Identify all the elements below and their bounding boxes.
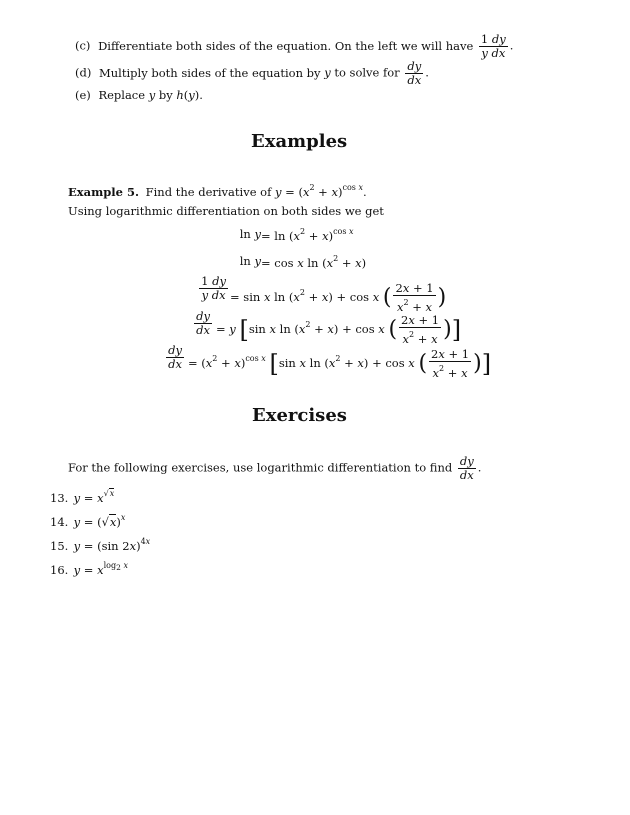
exercises-intro-text: For the following exercises, use logarithmic differentiation to find — [68, 460, 453, 475]
equation-block: ln y = $\ln (x^2 + x)^{cos x}$ ln y = cos x $\ln (x^2 + x)$ $\frac{1 dy}{\text{y dx}}$ = sin x $\ln (x^2 + x) + \cos x$ ( $\frac{2x + 1}{x^2 + x}$ ) $\frac{dy}{dx}$ = y [sin x $\ln (x^2 + x) + \cos x$ ( $\frac{2x + 1}{x^2 + x}$ )] $\frac{dy}{dx}$ = $(x^2 + x)^{cos x}$ [sin x $\ln (x^2 + x) + \cos x$ ( $\frac{2x + 1}{x^2 + x}$ )] — [168, 227, 492, 380]
exercise-13: 13. $y = x^{√x}$ — [50, 489, 115, 505]
exercise-16: 16. $y = x^{log2 x}$ — [50, 561, 128, 577]
step-c-label: (c) — [75, 38, 91, 53]
example-5-prompt-text: Find the derivative of — [145, 185, 272, 199]
step-c-fraction: $\frac{1 dy}{\text{y dx}}$ — [480, 32, 506, 60]
exercises-heading: Exercises — [252, 405, 347, 426]
exercise-14: 14. $y = (√x)^x$ — [50, 513, 126, 529]
exercise-15: 15. y = (sin 2x)$^{4x}$ — [50, 537, 151, 553]
step-e-text: Replace — [98, 88, 146, 102]
step-d-label: (d) — [75, 65, 92, 80]
step-c: (c) Differentiate both sides of the equation. On the left we will have $\frac{1 dy}{\text{y dx}}$ . — [75, 32, 514, 60]
step-d-fraction: $\frac{dy}{dx}$ — [407, 59, 422, 87]
step-d-text-after: to solve for — [334, 65, 400, 80]
exercise-number: 15. — [50, 539, 69, 553]
exercises-intro-fraction: $\frac{dy}{dx}$ — [459, 454, 474, 482]
example-5-intro: Using logarithmic differentiation on both sides we get — [68, 204, 384, 218]
example-5-label: Example 5. — [68, 185, 139, 199]
step-e-text-mid: by — [158, 88, 173, 102]
exercise-number: 14. — [50, 515, 69, 529]
step-e-label: (e) — [75, 88, 91, 102]
step-d-text: Multiply both sides of the equation by — [99, 65, 321, 80]
step-e: (e) Replace y by h(y). — [75, 88, 203, 102]
step-c-text: Differentiate both sides of the equation. On the left we will have — [98, 38, 474, 53]
exercise-number: 13. — [50, 491, 69, 505]
exercises-intro: For the following exercises, use logarithmic differentiation to find $\frac{dy}{dx}$ . — [68, 454, 482, 482]
exercise-number: 16. — [50, 563, 69, 577]
step-d: (d) Multiply both sides of the equation by y to solve for $\frac{dy}{dx}$ . — [75, 59, 429, 87]
examples-heading: Examples — [251, 131, 348, 152]
example-5-prompt: Example 5. Find the derivative of $y = (x^2 + x)^{cos x}$. — [68, 183, 367, 199]
